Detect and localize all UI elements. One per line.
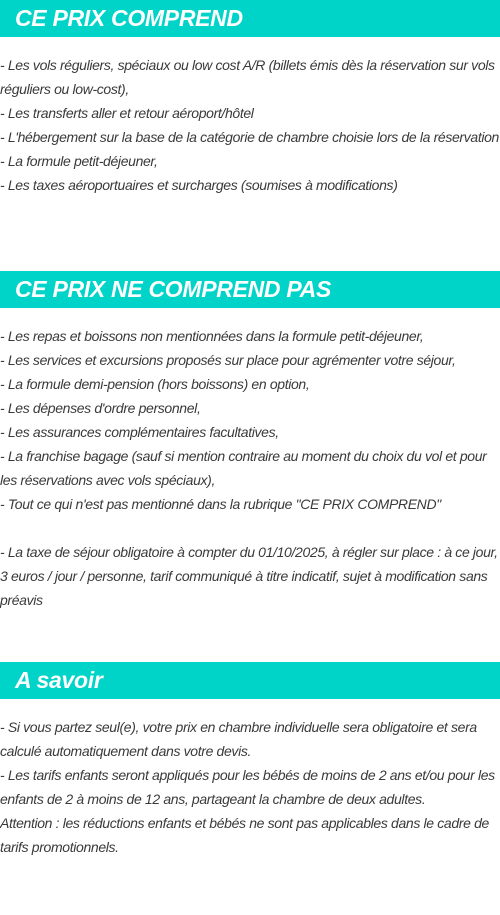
info-line: - Les repas et boissons non mentionnées dans la formule petit-déjeuner,: [0, 328, 424, 344]
info-line: - L'hébergement sur la base de la catégorie de chambre choisie lors de la réservation: [0, 129, 499, 145]
info-line: - La taxe de séjour obligatoire à compter du 01/10/2025, à régler sur place : à ce jour, 3 euros / jour / personne, tarif communiqué à titre indicatif, sujet à modification sans préavis: [0, 544, 498, 608]
info-line: - Les taxes aéroportuaires et surcharges (soumises à modifications): [0, 177, 398, 193]
section-excluded-body: [0, 324, 500, 612]
info-line: - La formule demi-pension (hors boissons) en option,: [0, 376, 310, 392]
info-line: - Les assurances complémentaires facultatives,: [0, 424, 279, 440]
info-line: Attention : les réductions enfants et bébés ne sont pas applicables dans le cadre de tarifs promotionnels.: [0, 815, 489, 855]
info-line: - La formule petit-déjeuner,: [0, 153, 158, 169]
info-line: - Les services et excursions proposés sur place pour agrémenter votre séjour,: [0, 352, 456, 368]
info-line: - Les dépenses d'ordre personnel,: [0, 400, 201, 416]
info-line: - Si vous partez seul(e), votre prix en chambre individuelle sera obligatoire et sera calculé automatiquement dans votre devis.: [0, 719, 477, 759]
info-line: - Les tarifs enfants seront appliqués pour les bébés de moins de 2 ans et/ou pour les enfants de 2 à moins de 12 ans, partageant la chambre de deux adultes.: [0, 767, 495, 807]
info-line: [0, 516, 500, 540]
section-excluded-header: CE PRIX NE COMPREND PAS: [0, 271, 500, 308]
info-line: - Tout ce qui n'est pas mentionné dans la rubrique "CE PRIX COMPREND": [0, 496, 441, 512]
info-line: - La franchise bagage (sauf si mention contraire au moment du choix du vol et pour les réservations avec vols spéciaux),: [0, 448, 487, 488]
section-included-header: CE PRIX COMPREND: [0, 0, 500, 37]
info-line: - Les vols réguliers, spéciaux ou low cost A/R (billets émis dès la réservation sur vols réguliers ou low-cost),: [0, 57, 495, 97]
section-info-header: A savoir: [0, 662, 500, 699]
section-info-body: [0, 715, 500, 859]
info-line: - Les transferts aller et retour aéroport/hôtel: [0, 105, 254, 121]
section-included-body: [0, 53, 500, 197]
